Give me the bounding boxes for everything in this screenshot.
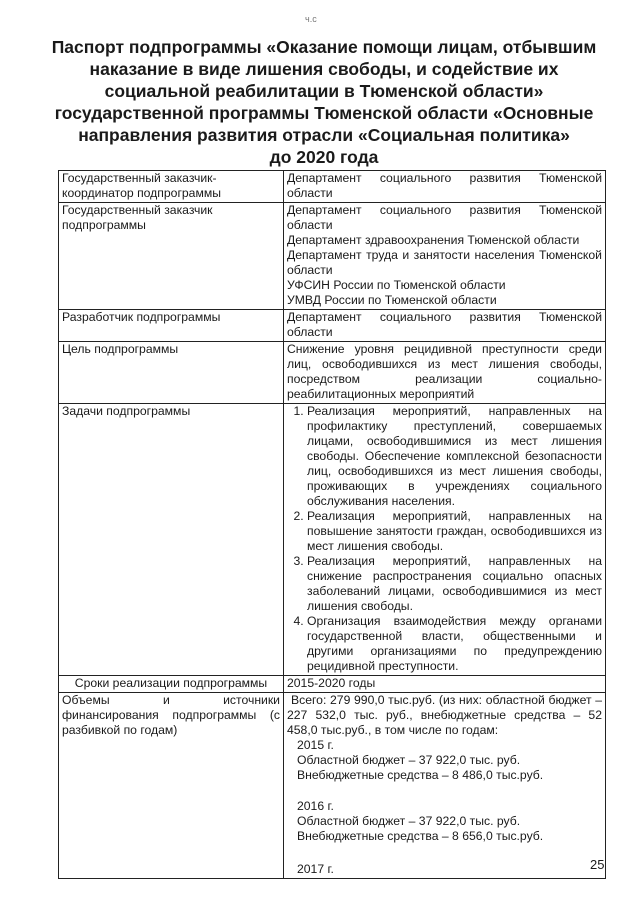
period-value: 2015-2020 годы [284, 676, 606, 693]
table-row [59, 171, 606, 203]
table-row [59, 676, 606, 693]
table-row [59, 203, 606, 310]
customer-item: Департамент труда и занятости населения Тюменской области [287, 248, 602, 277]
goal-value: Снижение уровня рецидивной преступности среди лиц, освободившихся из мест лишения свободы, посредством реализации социально-реабилитационных мероприятий [284, 342, 606, 404]
financing-year: 2016 г. [297, 799, 334, 813]
period-label: Сроки реализации подпрограммы [59, 676, 284, 693]
title-line: наказание в виде лишения свободы, и содействие их [89, 59, 559, 79]
table-row [59, 310, 606, 342]
goal-label: Цель подпрограммы [59, 342, 284, 404]
tasks-list [287, 404, 602, 674]
developer-value: Департамент социального развития Тюменской области [284, 310, 606, 342]
coordinator-value: Департамент социального развития Тюменской области [284, 171, 606, 203]
developer-label: Разработчик подпрограммы [59, 310, 284, 342]
passport-table [58, 170, 606, 879]
financing-year: 2015 г. [297, 738, 334, 752]
tasks-label: Задачи подпрограммы [59, 404, 284, 676]
financing-extra: Внебюджетные средства – 8 486,0 тыс.руб. [297, 768, 544, 782]
tasks-list-cell [284, 404, 606, 676]
customer-item: УМВД России по Тюменской области [287, 293, 497, 307]
financing-regional: Областной бюджет – 37 922,0 тыс. руб. [297, 753, 521, 767]
task-item: 2. Реализация мероприятий, направленных на повышение занятости граждан, освободившихся из мест лишения свободы. [307, 509, 602, 554]
task-item: 3. Реализация мероприятий, направленных на снижение распространения социально опасных заболеваний лицами, освободившимися из мест лишения свободы. [307, 554, 602, 614]
financing-label: Объемы и источники финансирования подпрограммы (с разбивкой по годам) [59, 693, 284, 879]
coordinator-label: Государственный заказчик-координатор подпрограммы [59, 171, 284, 203]
financing-values [284, 693, 606, 879]
table-row [59, 693, 606, 879]
customer-item: УФСИН России по Тюменской области [287, 278, 506, 292]
customer-item: Департамент социального развития Тюменской области [287, 203, 602, 232]
task-item: 1. Реализация мероприятий, направленных на профилактику преступлений, совершаемых лицами, освободившимися из мест лишения свободы. Обеспечение комплексной безопасности лиц, освободившихся из мест лишения свободы, проживающих в учреждениях социального обслуживания населения. [307, 404, 602, 509]
title-line: государственной программы Тюменской области «Основные [54, 103, 594, 123]
title-line: до 2020 года [269, 147, 379, 167]
financing-total: Всего: 279 990,0 тыс.руб. (из них: областной бюджет – 227 532,0 тыс. руб., внебюджетные средства – 52 458,0 тыс.руб., в том числе по годам: [287, 693, 602, 737]
financing-extra: Внебюджетные средства – 8 656,0 тыс.руб. [297, 829, 544, 843]
table-row [59, 404, 606, 676]
page-number: 25 [590, 857, 605, 872]
title-line: направления развития отрасли «Социальная политика» [78, 125, 570, 145]
title-line: Паспорт подпрограммы «Оказание помощи лицам, отбывшим [51, 37, 597, 57]
customer-values [284, 203, 606, 310]
header-mark: ч.с [305, 14, 317, 24]
customer-label: Государственный заказчик подпрограммы [59, 203, 284, 310]
table-row [59, 342, 606, 404]
document-title [40, 36, 608, 168]
financing-year: 2017 г. [297, 862, 334, 876]
financing-regional: Областной бюджет – 37 922,0 тыс. руб. [297, 814, 521, 828]
customer-item: Департамент здравоохранения Тюменской области [287, 233, 580, 247]
title-line: социальной реабилитации в Тюменской области» [104, 81, 544, 101]
task-item: 4. Организация взаимодействия между органами государственной власти, общественными и другими организациями по предупреждению рецидивной преступности. [307, 614, 602, 674]
